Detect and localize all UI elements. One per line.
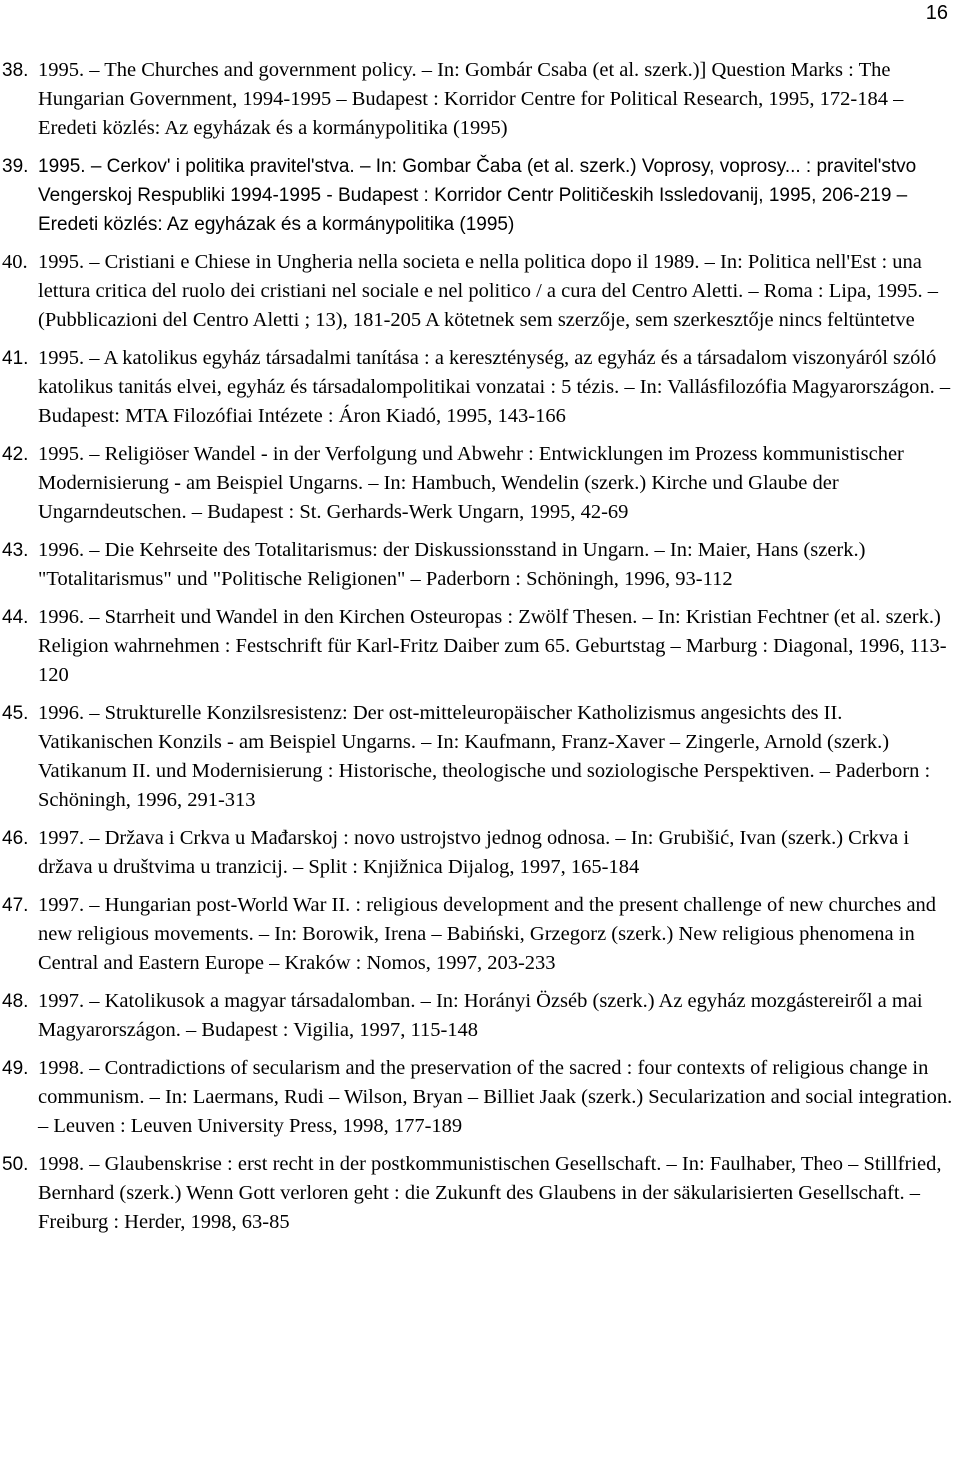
bibliography-entry xyxy=(0,56,960,143)
entry-number: 43. xyxy=(2,540,29,561)
entry-number: 45. xyxy=(2,703,29,724)
entry-text: 1996. – Die Kehrseite des Totalitarismus: der Diskussionsstand in Ungarn. – In: Maier, Hans (szerk.) "Totalitarismus" und "Politische Religionen" – Paderborn : Schöningh, 1996, 93-112 xyxy=(38,539,866,590)
entry-number: 48. xyxy=(2,991,29,1012)
entry-text: 1998. – Glaubenskrise : erst recht in der postkommunistischen Gesellschaft. – In: Faulhaber, Theo – Stillfried, Bernhard (szerk.) Wenn Gott verloren geht : die Zukunft des Glaubens in der säkularisierten Gesellschaft. – Freiburg : Herder, 1998, 63-85 xyxy=(38,1153,942,1233)
bibliography-entry xyxy=(0,248,960,335)
bibliography-list xyxy=(0,56,960,1246)
entry-number: 42. xyxy=(2,444,29,465)
entry-text: 1996. – Starrheit und Wandel in den Kirchen Osteuropas : Zwölf Thesen. – In: Kristian Fechtner (et al. szerk.) Religion wahrnehmen : Festschrift für Karl-Fritz Daiber zum 65. Geburtstag – Marburg : Diagonal, 1996, 113-120 xyxy=(38,606,947,686)
entry-number: 41. xyxy=(2,348,29,369)
bibliography-entry xyxy=(0,699,960,815)
bibliography-entry xyxy=(0,1150,960,1237)
entry-number: 47. xyxy=(2,895,29,916)
bibliography-entry xyxy=(0,440,960,527)
entry-text: 1997. – Hungarian post-World War II. : religious development and the present challenge of new churches and new religious movements. – In: Borowik, Irena – Babiński, Grzegorz (szerk.) New religious phenomena in Central and Eastern Europe – Kraków : Nomos, 1997, 203-233 xyxy=(38,894,937,974)
entry-text: 1995. – Religiöser Wandel - in der Verfolgung und Abwehr : Entwicklungen im Prozess kommunistischer Modernisierung - am Beispiel Ungarns. – In: Hambuch, Wendelin (szerk.) Kirche und Glaube der Ungarndeutschen. – Budapest : St. Gerhards-Werk Ungarn, 1995, 42-69 xyxy=(38,443,904,523)
entry-text: 1998. – Contradictions of secularism and the preservation of the sacred : four contexts of religious change in communism. – In: Laermans, Rudi – Wilson, Bryan – Billiet Jaak (szerk.) Secularization and social integration. – Leuven : Leuven University Press, 1998, 177-189 xyxy=(38,1057,953,1137)
entry-number: 46. xyxy=(2,828,29,849)
entry-number: 39. xyxy=(2,156,29,177)
bibliography-entry xyxy=(0,987,960,1045)
entry-number: 44. xyxy=(2,607,29,628)
entry-number: 40. xyxy=(2,251,28,273)
page-number: 16 xyxy=(925,2,948,24)
entry-text: 1995. – A katolikus egyház társadalmi tanítása : a kereszténység, az egyház és a társadalom viszonyáról szóló katolikus tanitás elvei, egyház és társadalompolitikai vonzatai : 5 tézis. – In: Vallásfilozófia Magyarországon. – Budapest: MTA Filozófiai Intézete : Áron Kiadó, 1995, 143-166 xyxy=(38,347,951,427)
bibliography-entry xyxy=(0,152,960,239)
entry-number: 38. xyxy=(2,60,29,81)
bibliography-entry xyxy=(0,603,960,690)
entry-text: 1996. – Strukturelle Konzilsresistenz: Der ost-mitteleuropäischer Katholizismus angesichts des II. Vatikanischen Konzils - am Beispiel Ungarns. – In: Kaufmann, Franz-Xaver – Zingerle, Arnold (szerk.) Vatikanum II. und Modernisierung : Historische, theologische und soziologische Perspektiven. – Paderborn : Schöningh, 1996, 291-313 xyxy=(38,702,931,811)
bibliography-entry xyxy=(0,1054,960,1141)
bibliography-entry xyxy=(0,891,960,978)
entry-text: 1995. – The Churches and government policy. – In: Gombár Csaba (et al. szerk.)] Question Marks : The Hungarian Government, 1994-1995 – Budapest : Korridor Centre for Political Research, 1995, 172-184 – Eredeti közlés: Az egyházak és a kormánypolitika (1995) xyxy=(38,59,904,139)
entry-text: 1997. – Država i Crkva u Mađarskoj : novo ustrojstvo jednog odnosa. – In: Grubišić, Ivan (szerk.) Crkva i država u društvima u tranzicij. – Split : Knjižnica Dijalog, 1997, 165-184 xyxy=(38,827,910,878)
entry-text: 1995. – Cerkov' i politika pravitel'stva. – In: Gombar Čaba (et al. szerk.) Voprosy, voprosy... : pravitel'stvo Vengerskoj Respubliki 1994-1995 - Budapest : Korridor Centr Političeskih Issledovanij, 1995, 206-219 – Eredeti közlés: Az egyházak és a kormánypolitika (1995) xyxy=(38,156,917,235)
bibliography-entry xyxy=(0,536,960,594)
entry-number: 49. xyxy=(2,1058,29,1079)
entry-number: 50. xyxy=(2,1154,29,1175)
bibliography-entry xyxy=(0,824,960,882)
bibliography-entry xyxy=(0,344,960,431)
entry-text: 1997. – Katolikusok a magyar társadalomban. – In: Horányi Özséb (szerk.) Az egyház mozgástereiről a mai Magyarországon. – Budapest : Vigilia, 1997, 115-148 xyxy=(38,990,923,1041)
entry-text: 1995. – Cristiani e Chiese in Ungheria nella societa e nella politica dopo il 1989. – In: Politica nell'Est : una lettura critica del ruolo dei cristiani nel sociale e nel politico / a cura del Centro Aletti. – Roma : Lipa, 1995. – (Pubblicazioni del Centro Aletti ; 13), 181-205 A kötetnek sem szerzője, sem szerkesztője nincs feltüntetve xyxy=(38,251,939,331)
